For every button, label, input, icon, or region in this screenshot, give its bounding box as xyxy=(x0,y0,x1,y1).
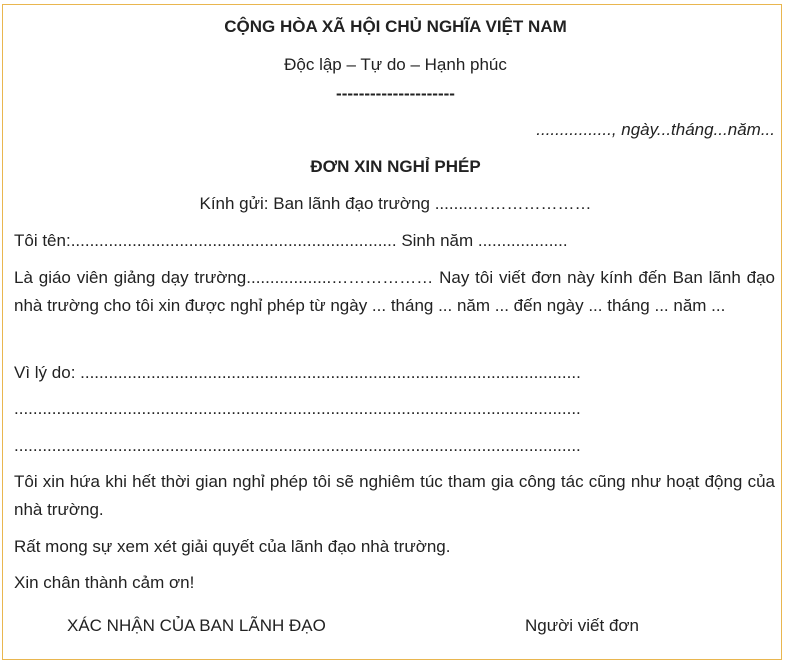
date-line: ................, ngày...tháng...năm... xyxy=(536,120,775,139)
promise-paragraph: Tôi xin hứa khi hết thời gian nghỉ phép tôi sẽ nghiêm túc tham gia công tác cũng như hoạt động của nhà trường. xyxy=(14,472,775,519)
reason-line: Vì lý do: .......................................................................................................... xyxy=(14,363,581,382)
applicant-signature-label: Người viết đơn xyxy=(525,616,639,635)
request-paragraph: Là giáo viên giảng dạy trường..................……………… Nay tôi viết đơn này kính đến Ban lãnh đạo nhà trường cho tôi xin được nghỉ phép từ ngày ... tháng ... năm ... đến ngày ... tháng ... năm ... xyxy=(14,268,775,315)
reason-blank-line: ........................................................................................................................ xyxy=(14,436,581,455)
header-separator: --------------------- xyxy=(336,84,455,103)
leadership-confirmation-label: XÁC NHẬN CỦA BAN LÃNH ĐẠO xyxy=(67,616,326,635)
recipient-line: Kính gửi: Ban lãnh đạo trường ........………………… xyxy=(199,194,592,213)
country-heading: CỘNG HÒA XÃ HỘI CHỦ NGHĨA VIỆT NAM xyxy=(224,17,567,36)
thanks-line: Xin chân thành cảm ơn! xyxy=(14,573,195,592)
reason-blank-line: ........................................................................................................................ xyxy=(14,399,581,418)
name-birth-line: Tôi tên:..................................................................... Sinh năm ................... xyxy=(14,231,568,250)
document-title: ĐƠN XIN NGHỈ PHÉP xyxy=(310,157,481,176)
closing-request: Rất mong sự xem xét giải quyết của lãnh đạo nhà trường. xyxy=(14,537,451,556)
motto: Độc lập – Tự do – Hạnh phúc xyxy=(284,55,507,74)
